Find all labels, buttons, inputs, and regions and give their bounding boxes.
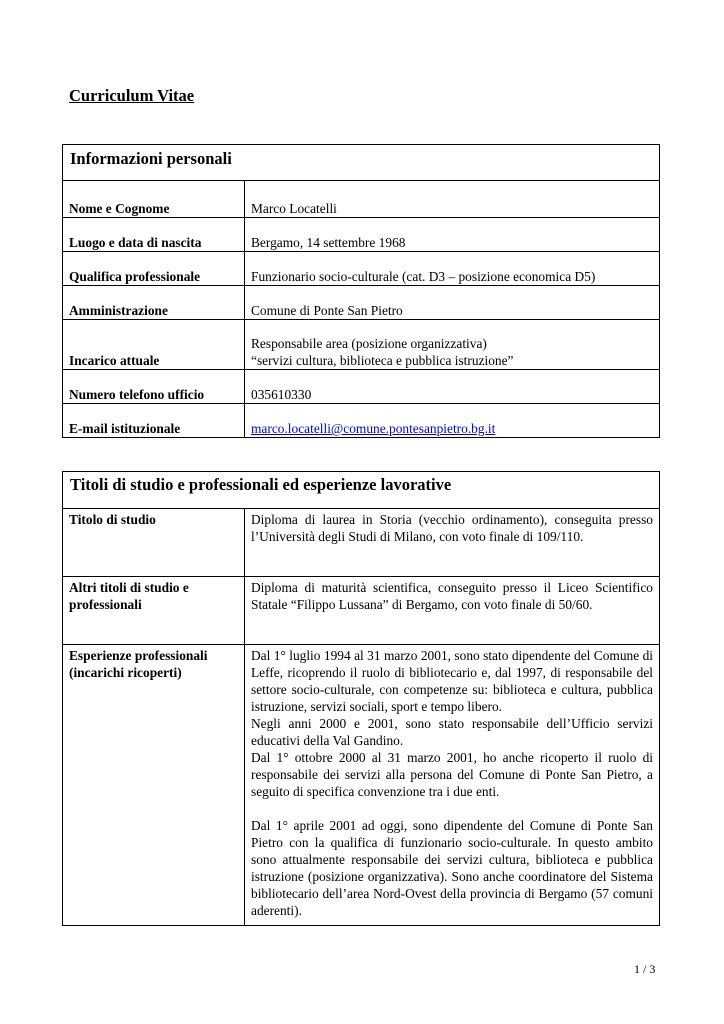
row-value-qualification: Funzionario socio-culturale (cat. D3 – posizione economica D5) (245, 252, 660, 286)
row-label-email: E-mail istituzionale (63, 404, 245, 438)
experience-paragraph: Dal 1° ottobre 2000 al 31 marzo 2001, ho anche ricoperto il ruolo di responsabile dei servizi alla persona del Comune di Ponte San Pietro, a seguito di specifica convenzione tra i due enti. (251, 750, 653, 799)
table-row (63, 252, 660, 286)
document-title: Curriculum Vitae (69, 86, 195, 105)
experience-paragraph: Negli anni 2000 e 2001, sono stato responsabile dell’Ufficio servizi educativi della Val Gandino. (251, 716, 653, 748)
table-row (63, 181, 660, 218)
row-label-administration: Amministrazione (63, 286, 245, 320)
table-row (63, 320, 660, 370)
row-value-current-role (245, 320, 660, 370)
current-role-line-1: Responsabile area (posizione organizzativa) (251, 336, 487, 351)
row-label-other-titles: Altri titoli di studio e professionali (63, 577, 245, 645)
row-value-other-titles: Diploma di maturità scientifica, conseguito presso il Liceo Scientifico Statale “Filippo Lussana” di Bergamo, con voto finale di 50/60. (245, 577, 660, 645)
row-value-degree: Diploma di laurea in Storia (vecchio ordinamento), conseguita presso l’Università degli Studi di Milano, con voto finale di 109/110. (245, 509, 660, 577)
section-heading-personal: Informazioni personali (63, 145, 660, 181)
row-value-experience (245, 645, 660, 926)
row-label-current-role: Incarico attuale (63, 320, 245, 370)
page-number: 1 / 3 (634, 962, 656, 976)
row-label-qualification: Qualifica professionale (63, 252, 245, 286)
table-row (63, 577, 660, 645)
row-value-email (245, 404, 660, 438)
table-row (63, 286, 660, 320)
row-label-experience: Esperienze professionali (incarichi ricoperti) (63, 645, 245, 926)
row-label-phone: Numero telefono ufficio (63, 370, 245, 404)
row-value-name: Marco Locatelli (245, 181, 660, 218)
current-role-line-2: “servizi cultura, biblioteca e pubblica istruzione” (251, 353, 514, 368)
section-heading-studies: Titoli di studio e professionali ed esperienze lavorative (63, 472, 660, 509)
studies-table (62, 471, 660, 926)
row-label-birth: Luogo e data di nascita (63, 218, 245, 252)
table-row (63, 218, 660, 252)
table-row (63, 509, 660, 577)
experience-paragraph: Dal 1° aprile 2001 ad oggi, sono dipendente del Comune di Ponte San Pietro con la qualifica di funzionario socio-culturale. In questo ambito sono attualmente responsabile dei servizi cultura, biblioteca e pubblica istruzione (posizione organizzativa). Sono anche coordinatore del Sistema bibliotecario dell’area Nord-Ovest della provincia di Bergamo (57 comuni aderenti). (251, 818, 653, 918)
row-value-birth: Bergamo, 14 settembre 1968 (245, 218, 660, 252)
personal-info-table (62, 144, 660, 438)
table-row (63, 645, 660, 926)
row-label-degree: Titolo di studio (63, 509, 245, 577)
row-value-administration: Comune di Ponte San Pietro (245, 286, 660, 320)
row-value-phone: 035610330 (245, 370, 660, 404)
table-row (63, 404, 660, 438)
table-row (63, 370, 660, 404)
experience-paragraph: Dal 1° luglio 1994 al 31 marzo 2001, sono stato dipendente del Comune di Leffe, ricoprendo il ruolo di bibliotecario e, dal 1997, di responsabile del settore socio-culturale, con competenze su: biblioteca e cultura, pubblica istruzione, servizi sociali, sport e tempo libero. (251, 648, 653, 714)
row-label-name: Nome e Cognome (63, 181, 245, 218)
email-link[interactable]: marco.locatelli@comune.pontesanpietro.bg.it (251, 421, 496, 436)
